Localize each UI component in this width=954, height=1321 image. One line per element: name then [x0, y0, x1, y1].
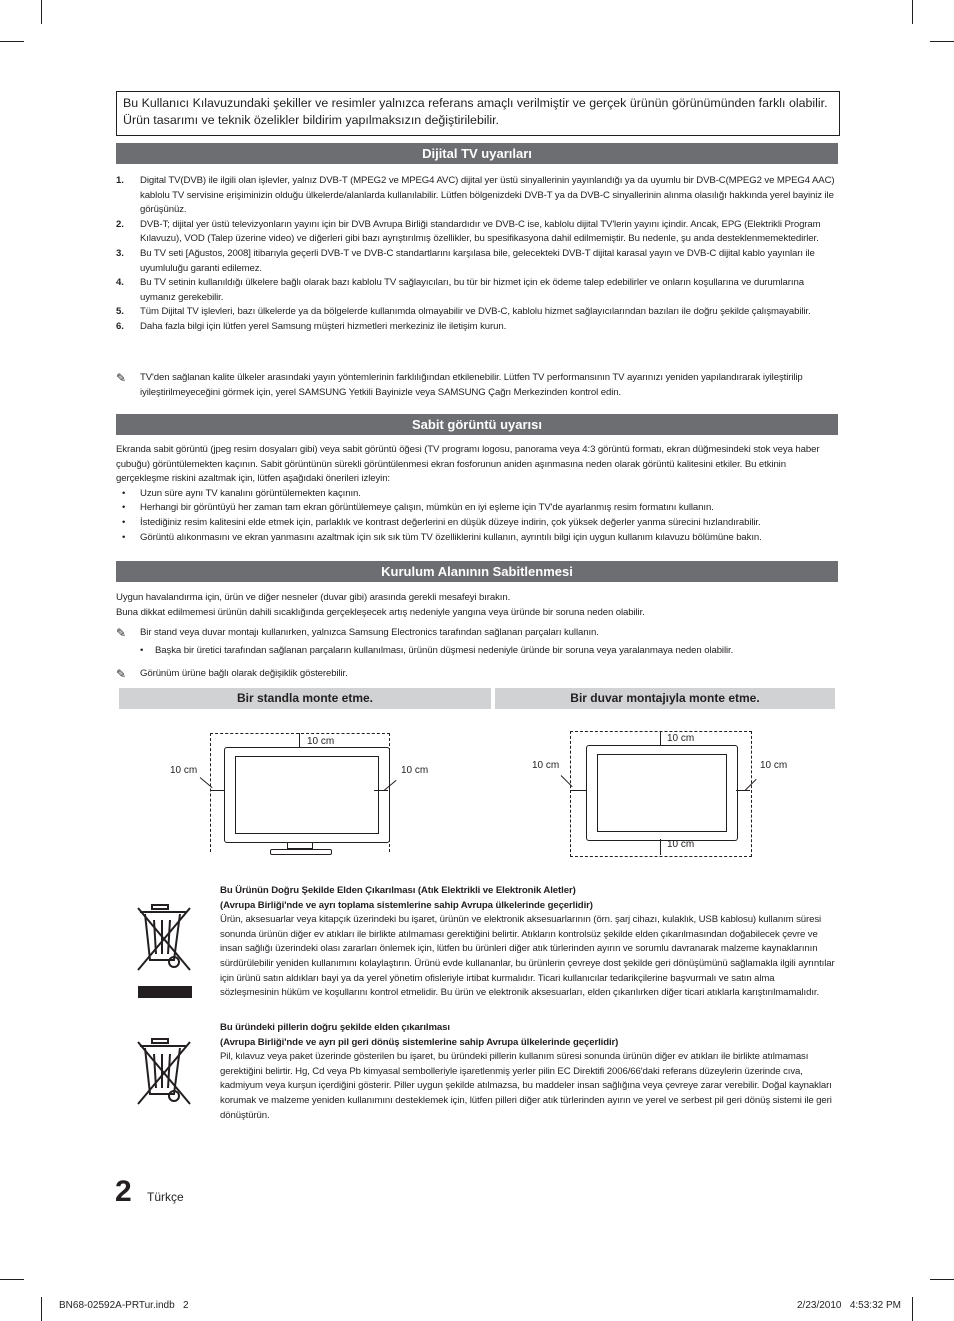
- list-item: [116, 320, 836, 335]
- section-heading-dijital: Dijital TV uyarıları: [116, 143, 838, 164]
- crop-mark: [0, 41, 24, 42]
- distance-label: 10 cm: [760, 760, 788, 771]
- weee-subtitle: (Avrupa Birliği'nde ve ayrı toplama sistemlerine sahip Avrupa ülkelerinde geçerlidir): [220, 899, 593, 911]
- kurulum-note-1-bullet: [116, 644, 840, 659]
- list-item: • Herhangi bir görüntüyü her zaman tam ekran görüntülemeye çalışın, mümkün en iyi eşleme için TV'de ayarlanmış resim formatını kullanın.: [116, 501, 836, 516]
- weee-bin-icon: [134, 902, 196, 1002]
- dimension-line: [570, 790, 586, 791]
- pencil-note-icon: ✎: [116, 626, 126, 640]
- list-item: • Görüntü alıkonmasını ve ekran yanmasını azaltmak için sık sık tüm TV özelliklerini kullanın, ayrıntılı bilgi için uygun kullanım kılavuzu bölümüne bakın.: [116, 531, 836, 546]
- distance-label: 10 cm: [532, 760, 560, 771]
- dijital-list: [116, 174, 836, 335]
- distance-label: 10 cm: [667, 733, 695, 744]
- item-text: Tüm Dijital TV işlevleri, bazı ülkelerde ya da bölgelerde kullanımda olmayabilir ve DVB-C, kablolu hizmet sağlayıcılarından bazıları ile doğru şekilde çalışmayabilir.: [140, 306, 811, 318]
- item-number: 2.: [116, 218, 124, 230]
- list-item: [116, 174, 836, 218]
- pencil-note-icon: ✎: [116, 667, 126, 681]
- item-text: Digital TV(DVB) ile ilgili olan işlevler, yalnız DVB-T (MPEG2 ve MPEG4 AVC) dijital yer üstü sinyallerinin yayınlandığı ya da uyumlu bir DVB-C(MPEG2 ve MPEG4 AAC) kablolu TV servisine erişiminizin olduğu ülkelerde/alanlarda kullanılabilir. Lütfen bölgenizdeki DVB-T ya da DVB-C sinyallerinin alınma olasılığı hakkında yerel bayiniz ile görüşünüz.: [140, 175, 835, 216]
- page-number: 2: [115, 1175, 132, 1208]
- list-item: • Uzun süre aynı TV kanalını görüntülemekten kaçının.: [116, 487, 836, 502]
- sabit-intro-text: Ekranda sabit görüntü (jpeg resim dosyaları gibi) veya sabit görüntü öğesi (TV programı logosu, panorama veya 4:3 görüntü formatı, ekran düğmesindeki stok veya haber çubuğu) görüntülemekten kaçının. Sabit görüntünün sürekli görüntülenmesi ekran fosforunun aniden aşınmasına neden olarak görüntü kalitesini etkiler. Bu etkinin gerçekleşme riskini azaltmak için, lütfen aşağıdaki önerileri izleyin:: [116, 444, 820, 485]
- battery-body: Pil, kılavuz veya paket üzerinde gösterilen bu işaret, bu üründeki pillerin kullanım süresi sonunda ürünün diğer ev atıkları ile birlikte atılmaması gerektiğini belirtir. Hg, Cd veya Pb kimyasal sembolleriyle işaretlenmiş yerler pilin EC Direktifi 2006/66'daki referans düzeylerin üzerinde cıva, kadmiyum veya kurşun içerdiğini gösterir. Piller uygun şekilde atılmazsa, bu maddeler insan sağlığına veya çevreye zarar verebilir. Doğal kaynakları korumak ve malzeme yeniden kullanımını desteklemek için, lütfen pilleri diğer atık türlerinden ayırın ve yerel ve serbest pil geri dönüş sistemi ile geri dönüştürün.: [220, 1051, 832, 1121]
- item-number: 5.: [116, 306, 124, 318]
- battery-text-block: [220, 1021, 836, 1123]
- battery-subtitle: (Avrupa Birliği'nde ve ayrı pil geri dönüş sistemlerine sahip Avrupa ülkelerinde geçerlidir): [220, 1036, 619, 1048]
- item-text: DVB-T; dijital yer üstü televizyonların yayını için bir DVB Avrupa Birliği standardıdır ve DVB-C ise, kablolu dijital TV'lerin yayını içindir. Ancak, EPG (Elektrikli Program Kılavuzu), VOD (Talep üzerine video) ve diğerleri gibi bazı ayrıştırılmış özellikler, bu spesifikasyona dahil edilmemiştir. Bu nedenle, şu anda desteklenmemektedirler.: [140, 218, 821, 245]
- item-text: Bu TV seti [Ağustos, 2008] itibarıyla geçerli DVB-T ve DVB-C standartlarını karşılasa bile, gelecekteki DVB-T dijital karasal yayın ve DVB-C dijital kablo yayınları ile uyumluluğu garanti edilemez.: [140, 247, 815, 274]
- distance-label: 10 cm: [170, 765, 198, 776]
- section-heading-kurulum: Kurulum Alanının Sabitlenmesi: [116, 561, 838, 582]
- weee-title: Bu Ürünün Doğru Şekilde Elden Çıkarılması (Atık Elektrikli ve Elektronik Aletler): [220, 885, 576, 896]
- kurulum-line-2: Buna dikkat edilmemesi ürünün dahili sıcaklığında gerçekleşecek artış nedeniyle yangına veya üründe bir soruna neden olabilir.: [116, 606, 645, 618]
- crop-mark: [930, 41, 954, 42]
- dimension-line: [299, 733, 300, 747]
- tv-stand: [287, 842, 313, 849]
- note-text: Başka bir üretici tarafından sağlanan parçaların kullanılması, ürünün düşmesi nedeniyle üründe bir soruna veya yaralanmaya neden olabilir.: [155, 645, 734, 656]
- kurulum-line-1: Uygun havalandırma için, ürün ve diğer nesneler (duvar gibi) arasında gerekli mesafeyi bırakın.: [116, 592, 511, 603]
- distance-label: 10 cm: [307, 736, 335, 747]
- item-number: 3.: [116, 247, 124, 259]
- item-text: Daha fazla bilgi için lütfen yerel Samsung müşteri hizmetleri merkeziniz ile iletişim kurun.: [140, 320, 507, 332]
- list-item: [116, 218, 836, 247]
- distance-label: 10 cm: [667, 839, 695, 850]
- tv-screen: [235, 756, 379, 834]
- kurulum-note-1: [116, 626, 840, 641]
- section-heading-sabit: Sabit görüntü uyarısı: [116, 414, 838, 435]
- language-label: Türkçe: [147, 1190, 184, 1204]
- note-text: Bir stand veya duvar montajı kullanırken, yalnızca Samsung Electronics tarafından sağlanan parçaları kullanın.: [140, 627, 599, 638]
- tv-screen: [597, 754, 727, 832]
- wall-mount-label: Bir duvar montajıyla monte etme.: [495, 688, 835, 709]
- list-item: [116, 247, 836, 276]
- dimension-line: [660, 731, 661, 745]
- crop-mark: [912, 1297, 913, 1321]
- dimension-line: [660, 839, 661, 855]
- battery-bin-icon: [134, 1036, 196, 1108]
- distance-label: 10 cm: [401, 765, 429, 776]
- item-text: Bu TV setinin kullanıldığı ülkelere bağlı olarak bazı kablolu TV sağlayıcıları, bu tür bir hizmet için ek ödeme talep edebilirler ve onların koşullarına ve durumlarına uymanız gerekebilir.: [140, 277, 804, 303]
- item-number: 4.: [116, 277, 124, 289]
- dimension-line: [736, 790, 750, 791]
- stand-mount-label: Bir standla monte etme.: [119, 688, 491, 709]
- footer-filename: BN68-02592A-PRTur.indb 2: [59, 1300, 189, 1311]
- note-text: Görünüm ürüne bağlı olarak değişiklik gösterebilir.: [140, 668, 348, 679]
- dijital-note: [116, 371, 836, 400]
- item-number: 1.: [116, 175, 124, 186]
- crop-mark: [41, 0, 42, 24]
- footer-timestamp: 2/23/2010 4:53:32 PM: [797, 1300, 901, 1311]
- battery-title: Bu üründeki pillerin doğru şekilde elden çıkarılması: [220, 1022, 450, 1033]
- dimension-line: [210, 790, 224, 791]
- list-item: • İstediğiniz resim kalitesini elde etmek için, parlaklık ve kontrast değerlerini en düşük düzeye indirin, çok yüksek değerler yanma sürecini hızlandırabilir.: [116, 516, 836, 531]
- weee-text-block: [220, 884, 836, 1001]
- item-number: 6.: [116, 320, 124, 332]
- bullet-dot: •: [140, 645, 144, 656]
- crop-mark: [930, 1279, 954, 1280]
- crop-mark: [41, 1297, 42, 1321]
- disclaimer-box: Bu Kullanıcı Kılavuzundaki şekiller ve resimler yalnızca referans amaçlı verilmiştir ve gerçek ürünün görünümünden farklı olabilir. Ürün tasarımı ve teknik özelikler bildirim yapılmaksızın değiştirilebilir.: [116, 91, 840, 136]
- crop-mark: [912, 0, 913, 24]
- tv-stand-base: [270, 849, 332, 855]
- kurulum-text: [116, 591, 836, 620]
- crop-mark: [0, 1279, 24, 1280]
- pencil-note-icon: ✎: [116, 371, 126, 385]
- kurulum-note-2: [116, 667, 840, 682]
- note-text: TV'den sağlanan kalite ülkeler arasındaki yayın yöntemlerinin farklılığından etkilenebilir. Lütfen TV performansının TV ayarınızı yeniden yapılandırarak iyileştirilip iyileştirilmeyeceğini görmek için, yerel SAMSUNG Yetkili Bayinizle veya SAMSUNG Çağrı Merkezinden kontrol edin.: [140, 372, 803, 398]
- weee-body: Ürün, aksesuarlar veya kitapçık üzerindeki bu işaret, ürünün ve elektronik aksesuarlarının (örn. şarj cihazı, kulaklık, USB kablosu) kullanım süresi sonunda ürünün diğer ev atıkları ile birlikte atılmaması gerektiğini belirtir. Atıkların kontrolsüz şekilde elden çıkarılmasından doğabilecek çevre ve insan sağlığı üzerindeki olası zararları önlemek için, lütfen bu ürünleri diğer atık türlerinden ayırın ve sorumlu davranarak malzeme kaynaklarının sürdürülebilir yeniden kullanımını kolaylaştırın. Ürünü evde kullananlar, bu ürünlerin çevreye dost şekilde geri dönüşümünü sağlamakla ilgili ayrıntılar için ürünü satın aldıkları bayi ya da yerel yönetim ofisleriyle irtibat kurmalıdır. Ticari kullanıcılar tedarikçilerine başvurmalı ve satın alma sözleşmesinin hüküm ve koşullarını kontrol etmelidir. Bu ürün ve elektronik aksesuarları, elden çıkarılırken diğer ticari atıklarla karıştırılmamalıdır.: [220, 914, 835, 999]
- sabit-intro: [116, 443, 836, 545]
- list-item: [116, 305, 836, 320]
- list-item: [116, 276, 836, 305]
- dimension-line: [374, 790, 388, 791]
- sabit-bullets: [116, 487, 836, 545]
